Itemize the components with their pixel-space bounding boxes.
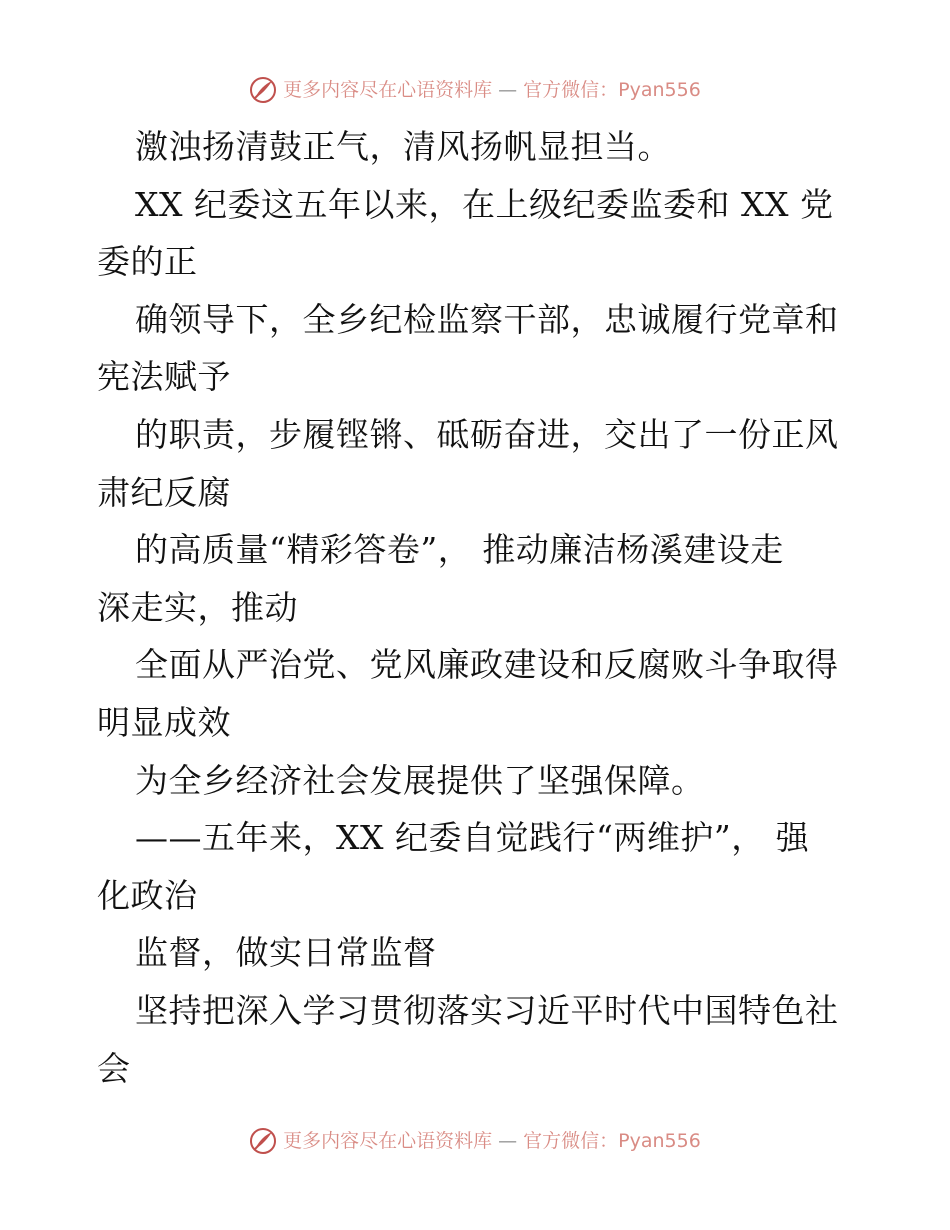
- text-line: 化政治: [97, 875, 198, 915]
- header-watermark: [0, 76, 950, 104]
- watermark-contact: 官方微信：Pyan556: [523, 1130, 701, 1152]
- text-line: XX 纪委这五年以来，在上级纪委监委和 XX 党: [135, 184, 834, 224]
- text-line: 的高质量“精彩答卷”， 推动廉洁杨溪建设走: [135, 530, 784, 570]
- text-line: 监督，做实日常监督: [135, 933, 437, 973]
- text-line: 为全乡经济社会发展提供了坚强保障。: [135, 760, 705, 800]
- text-line: 委的正: [97, 242, 198, 282]
- text-line: ——五年来，XX 纪委自觉践行“两维护”， 强: [135, 818, 810, 858]
- quill-logo-icon: [249, 76, 277, 104]
- watermark-text: 更多内容尽在心语资料库: [283, 79, 493, 101]
- text-line: 确领导下，全乡纪检监察干部，忠诚履行党章和: [135, 299, 839, 339]
- watermark-dash: —: [498, 1130, 518, 1152]
- text-line: 肃纪反腐: [97, 472, 231, 512]
- watermark-dash: —: [498, 79, 518, 101]
- text-line: 激浊扬清鼓正气，清风扬帆显担当。: [135, 127, 671, 166]
- watermark-text: 更多内容尽在心语资料库: [283, 1130, 493, 1152]
- text-line: 会: [97, 1048, 131, 1088]
- document-body: [97, 118, 857, 1097]
- text-line: 明显成效: [97, 702, 231, 742]
- watermark-contact: 官方微信：Pyan556: [523, 79, 701, 101]
- text-line: 全面从严治党、党风廉政建设和反腐败斗争取得: [135, 645, 839, 685]
- text-line: 宪法赋予: [97, 357, 231, 397]
- text-line: 的职责，步履铿锵、砥砺奋进，交出了一份正风: [135, 414, 839, 454]
- text-line: 深走实，推动: [97, 587, 298, 627]
- quill-logo-icon: [249, 1127, 277, 1155]
- footer-watermark: [0, 1127, 950, 1155]
- text-line: 坚持把深入学习贯彻落实习近平时代中国特色社: [135, 990, 839, 1030]
